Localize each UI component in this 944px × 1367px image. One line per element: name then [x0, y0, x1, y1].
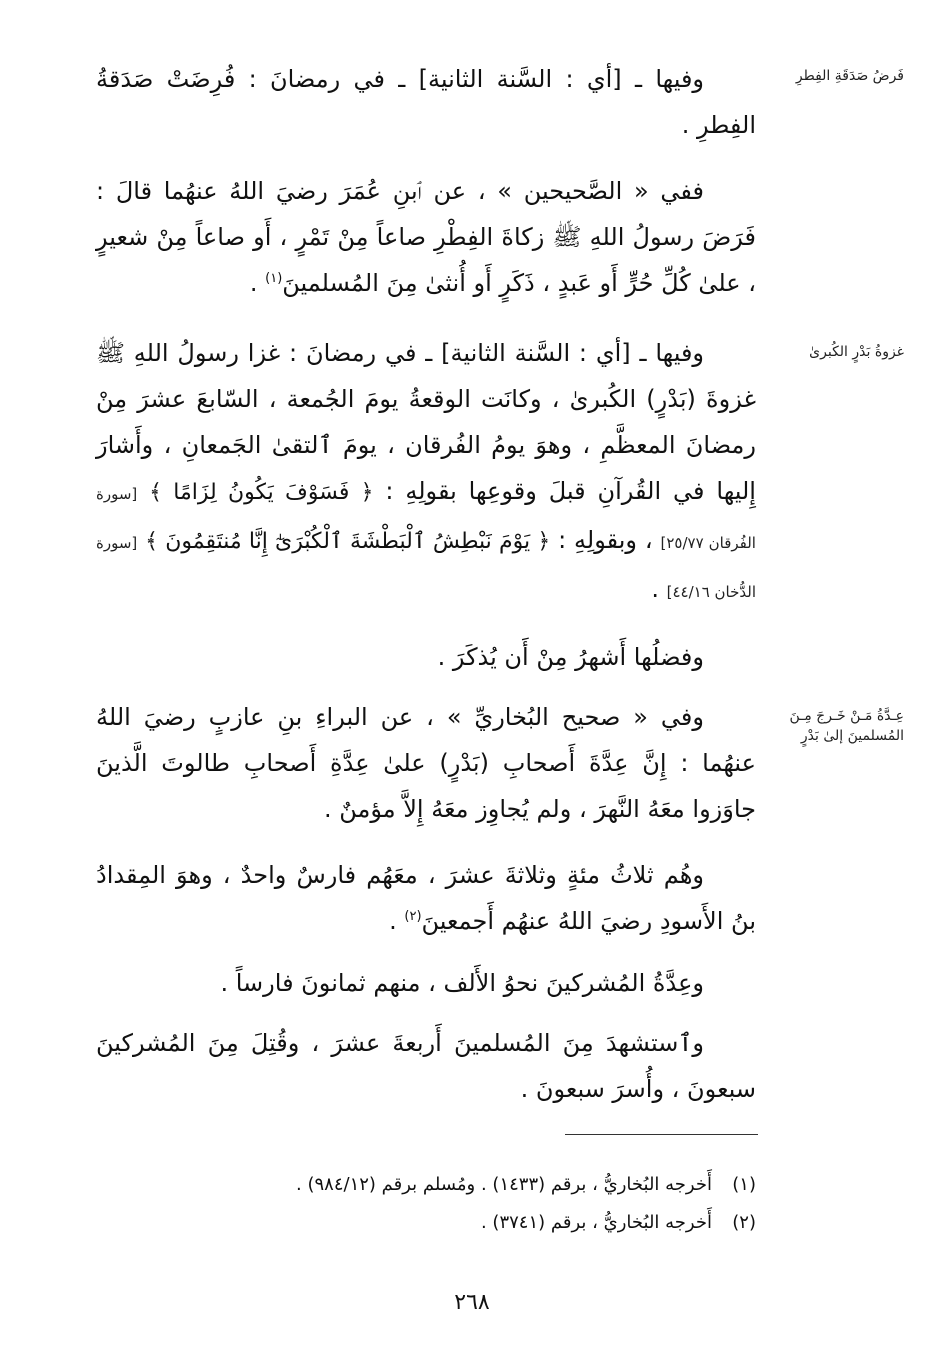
- paragraph-count: [96, 852, 756, 944]
- footnote-marker-1: (١): [265, 271, 283, 286]
- paragraph-badr-virtue: [96, 634, 756, 680]
- fitr-hadith-text: [96, 168, 756, 306]
- count-body: وهُم ثلاثُ مئةٍ وثلاثةَ عشرَ ، معَهُم فارسٌ واحدٌ ، وهوَ المِقدادُ بنُ الأَسودِ رضيَ اللهُ عنهُم أَجمعينَ: [96, 861, 756, 935]
- margin-note-badr-count: عِـدَّةُ مَـنْ خَـرجَ مِـنَ المُسلمينَ إلىٰ بَدْرٍ: [789, 708, 904, 744]
- mushrikin-text: وعِدَّةُ المُشركينَ نحوُ الأَلف ، منهم ثمانونَ فارساً .: [220, 969, 704, 997]
- martyrs-text: وٱستشهدَ مِنَ المُسلمينَ أَربعةَ عشرَ ، وقُتِلَ مِنَ المُشركينَ سبعونَ ، وأُسرَ سبعونَ .: [96, 1029, 756, 1103]
- footnote-1-text: أَخرجه البُخاريُّ ، برقم (١٤٣٣) . ومُسلم برقم (٩٨٤/١٢) .: [296, 1174, 712, 1195]
- footnote-1: [96, 1166, 756, 1204]
- margin-note-zakat-al-fitr: فَرضُ صَدَقَةِ الفِطرِ: [795, 68, 904, 84]
- badr-body-2: ، وبقولِهِ :: [558, 526, 653, 554]
- quran-verse-1: ﴿ فَسَوْفَ يَكُونُ لِزَامًا ﴾: [149, 480, 374, 505]
- footnotes: [96, 1166, 756, 1242]
- paragraph-martyrs: [96, 1020, 756, 1112]
- paragraph-fitr-intro: [96, 56, 756, 148]
- quran-verse-2: ﴿ يَوْمَ نَبْطِشُ ٱلْبَطْشَةَ ٱلْكُبْرَىٰٓ إِنَّا مُنتَقِمُونَ ﴾: [145, 529, 551, 554]
- page-number: ٢٦٨: [454, 1290, 490, 1315]
- paragraph-bukhari-bara: [96, 694, 756, 832]
- badr-text: [96, 330, 756, 615]
- quran-ref-2: [سورة الدُّخان ٤٤/١٦]: [96, 534, 756, 601]
- fitr-hadith-body: ففي « الصَّحيحين » ، عن ٱبنِ عُمَرَ رضيَ اللهُ عنهُما قالَ : فَرَضَ رسولُ اللهِ ﷺ زكاةَ الفِطْرِ صاعاً مِنْ تَمْرٍ ، أَو صاعاً مِنْ شعيرٍ ، علىٰ كُلِّ حُرٍّ أَو عَبدٍ ، ذَكَرٍ أَو أُنثىٰ مِنَ المُسلمينَ: [96, 177, 756, 297]
- footnote-1-number: (١): [732, 1174, 756, 1195]
- paragraph-fitr-hadith: [96, 168, 756, 306]
- footnote-2-number: (٢): [732, 1212, 756, 1233]
- fitr-hadith-end: .: [249, 269, 266, 297]
- badr-body: وفيها ـ [أي : السَّنة الثانية] ـ في رمضانَ : غزا رسولُ اللهِ ﷺ غزوةَ (بَدْرٍ) الكُبرىٰ ، وكانَت الوقعةُ يومَ الجُمعة ، السّابعَ عشرَ مِنْ رمضانَ المعظَّمِ ، وهوَ يومُ الفُرقان ، يومَ ٱلتقىٰ الجَمعانِ ، وأَشارَ إِليها في القُرآنِ قبلَ وقوعِها بقولِهِ :: [96, 339, 756, 505]
- footnote-2-text: أَخرجه البُخاريُّ ، برقم (٣٧٤١) .: [480, 1212, 712, 1233]
- footnote-2: [96, 1204, 756, 1242]
- paragraph-badr: [96, 330, 756, 615]
- footnote-separator: [565, 1134, 758, 1135]
- margin-note-badr: غزوةُ بَدْرٍ الكُبرىٰ: [809, 344, 904, 360]
- fitr-intro-text: وفيها ـ [أي : السَّنة الثانية] ـ في رمضانَ : فُرِضَتْ صَدَقةُ الفِطرِ .: [96, 65, 756, 139]
- badr-end: .: [651, 575, 667, 603]
- quran-ref-1: [سورة الفُرقان ٢٥/٧٧]: [96, 485, 756, 552]
- count-text: [96, 852, 756, 944]
- bukhari-bara-text: وفي « صحيح البُخاريِّ » ، عن البراءِ بنِ عازبٍ رضيَ اللهُ عنهُما : إِنَّ عِدَّةَ أَصحابِ (بَدْرٍ) علىٰ عِدَّةِ أَصحابِ طالوتَ الَّذينَ جاوَزوا معَهُ النَّهرَ ، ولم يُجاوِز معَهُ إِلاَّ مؤمنٌ .: [96, 703, 756, 823]
- count-end: .: [389, 907, 405, 935]
- badr-virtue-text: وفضلُها أَشهرُ مِنْ أَن يُذكَرَ .: [437, 643, 704, 671]
- footnote-marker-2: (٢): [404, 909, 422, 924]
- paragraph-mushrikin: [96, 960, 756, 1006]
